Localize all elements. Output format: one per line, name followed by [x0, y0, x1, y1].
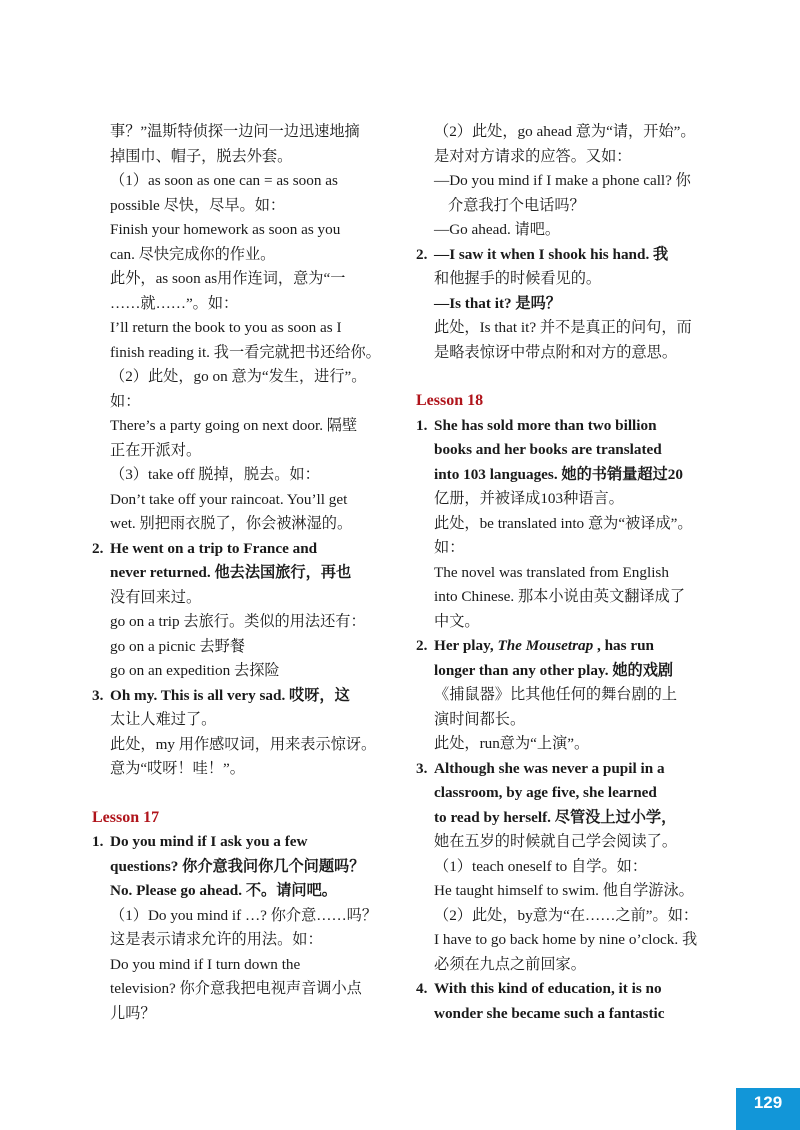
note-line: possible 尽快，尽早。如： — [110, 196, 286, 214]
left-column — [92, 120, 422, 1026]
item-line: Do you mind if I turn down the — [110, 955, 301, 973]
note-line: （2）此处，go on 意为“发生，进行”。 — [110, 368, 367, 385]
spacer — [434, 365, 746, 389]
text-line: （2）此处，go ahead 意为“请，开始”。 — [434, 123, 696, 140]
item-line: go on an expedition 去探险 — [110, 662, 280, 679]
item-heading — [92, 537, 422, 562]
item-line: 这是表示请求允许的用法。如： — [110, 931, 323, 948]
item-line: 此处，my 用作感叹词，用来表示惊讶。 — [110, 735, 377, 753]
item-heading — [416, 757, 746, 782]
note-line: wet. 别把雨衣脱了，你会被淋湿的。 — [110, 515, 353, 532]
item-line: （1）teach oneself to 自学。如： — [434, 857, 648, 875]
item-text: Her play, — [434, 637, 498, 654]
item-text: Oh my. This is all very sad. 哎呀，这 — [110, 686, 350, 704]
note-line: （3）take off 脱掉，脱去。如： — [110, 466, 320, 483]
item-text: Do you mind if I ask you a few — [110, 833, 308, 850]
note-line: Finish your homework as soon as you — [110, 221, 341, 238]
note-line: can. 尽快完成你的作业。 — [110, 245, 276, 263]
item-text: She has sold more than two billion — [434, 416, 657, 434]
item-line: No. Please go ahead. 不。请问吧。 — [110, 882, 337, 899]
note-line: Don’t take off your raincoat. You’ll get — [110, 490, 348, 508]
item-line: （1）Do you mind if …? 你介意……吗？ — [110, 906, 378, 924]
item-line: wonder she became such a fantastic — [434, 1004, 665, 1022]
lesson-heading: Lesson 18 — [416, 392, 484, 409]
item-heading — [416, 634, 746, 659]
text-line: 掉围巾、帽子，脱去外套。 — [110, 147, 293, 165]
item-line: 亿册，并被译成103种语言。 — [434, 490, 624, 507]
item-line: 太让人难过了。 — [110, 711, 217, 728]
item-line: 此处，Is that it? 并不是真正的问句，而 — [434, 319, 692, 336]
item-line: 此处，be translated into 意为“被译成”。 — [434, 514, 693, 532]
item-line: 意为“哎呀！哇！”。 — [110, 760, 245, 777]
item-line: He taught himself to swim. 他自学游泳。 — [434, 882, 694, 899]
note-line: 正在开派对。 — [110, 441, 202, 459]
item-heading — [416, 243, 746, 268]
text-line: —Do you mind if I make a phone call? 你 — [434, 172, 691, 189]
note-line: There’s a party going on next door. 隔壁 — [110, 417, 358, 434]
item-line: 如： — [434, 539, 465, 556]
note-line: I’ll return the book to you as soon as I — [110, 319, 342, 336]
right-column — [416, 120, 746, 1026]
text-line: 事？”温斯特侦探一边问一边迅速地摘 — [110, 123, 360, 140]
item-number: 3. — [416, 759, 428, 777]
item-line: 她在五岁的时候就自己学会阅读了。 — [434, 833, 677, 850]
item-line: 中文。 — [434, 612, 480, 630]
item-line: books and her books are translated — [434, 441, 662, 458]
item-line: 《捕鼠器》比其他任何的舞台剧的上 — [434, 686, 677, 703]
item-heading — [416, 977, 746, 1002]
note-line: 如： — [110, 392, 141, 410]
item-line: （2）此处，by意为“在……之前”。如： — [434, 906, 699, 924]
item-line: television? 你介意我把电视声音调小点 — [110, 980, 362, 997]
item-text: He went on a trip to France and — [110, 539, 318, 557]
lesson-heading: Lesson 17 — [92, 808, 160, 826]
play-title: The Mousetrap — [497, 637, 594, 654]
item-text: Although she was never a pupil in a — [434, 759, 665, 777]
item-line: to read by herself. 尽管没上过小学， — [434, 808, 677, 826]
item-number: 1. — [416, 416, 428, 434]
item-heading — [92, 830, 422, 855]
item-number: 3. — [92, 686, 104, 704]
item-line: 必须在九点之前回家。 — [434, 955, 586, 973]
item-number: 4. — [416, 980, 428, 997]
item-line: questions? 你介意我问你几个问题吗？ — [110, 857, 365, 875]
item-line: classroom, by age five, she learned — [434, 784, 657, 801]
item-line: 是略表惊讶中带点附和对方的意思。 — [434, 343, 677, 361]
item-line: 此处，run意为“上演”。 — [434, 735, 590, 752]
item-line: 没有回来过。 — [110, 588, 202, 606]
item-line: —Is that it? 是吗？ — [434, 294, 561, 312]
item-text: , has run — [593, 637, 654, 654]
item-number: 2. — [416, 245, 428, 263]
item-line: 和他握手的时候看见的。 — [434, 270, 602, 287]
text-line: —Go ahead. 请吧。 — [434, 221, 561, 238]
text-line: 是对对方请求的应答。又如： — [434, 147, 632, 165]
item-heading — [92, 684, 422, 709]
item-number: 2. — [416, 637, 428, 654]
item-line: go on a trip 去旅行。类似的用法还有： — [110, 613, 366, 630]
item-line: 儿吗？ — [110, 1004, 156, 1022]
note-line: ……就……”。如： — [110, 294, 239, 312]
item-line: into 103 languages. 她的书销量超过20 — [434, 465, 683, 483]
text-line: 介意我打个电话吗？ — [448, 196, 585, 214]
item-line: longer than any other play. 她的戏剧 — [434, 661, 674, 679]
page-number: 129 — [736, 1088, 800, 1130]
item-number: 1. — [92, 833, 104, 850]
item-line: 演时间都长。 — [434, 710, 526, 728]
item-line: I have to go back home by nine o’clock. 我 — [434, 931, 698, 948]
note-line: （1）as soon as one can = as soon as — [110, 172, 338, 189]
note-line: 此外，as soon as用作连词，意为“一 — [110, 270, 346, 287]
item-line: The novel was translated from English — [434, 563, 669, 581]
spacer — [110, 782, 422, 806]
item-heading — [416, 414, 746, 439]
item-text: —I saw it when I shook his hand. 我 — [434, 245, 669, 263]
item-number: 2. — [92, 539, 104, 557]
item-line: go on a picnic 去野餐 — [110, 637, 245, 655]
note-line: finish reading it. 我一看完就把书还给你。 — [110, 343, 381, 361]
item-line: never returned. 他去法国旅行，再也 — [110, 564, 352, 581]
item-line: into Chinese. 那本小说由英文翻译成了 — [434, 588, 686, 605]
item-text: With this kind of education, it is no — [434, 980, 662, 997]
